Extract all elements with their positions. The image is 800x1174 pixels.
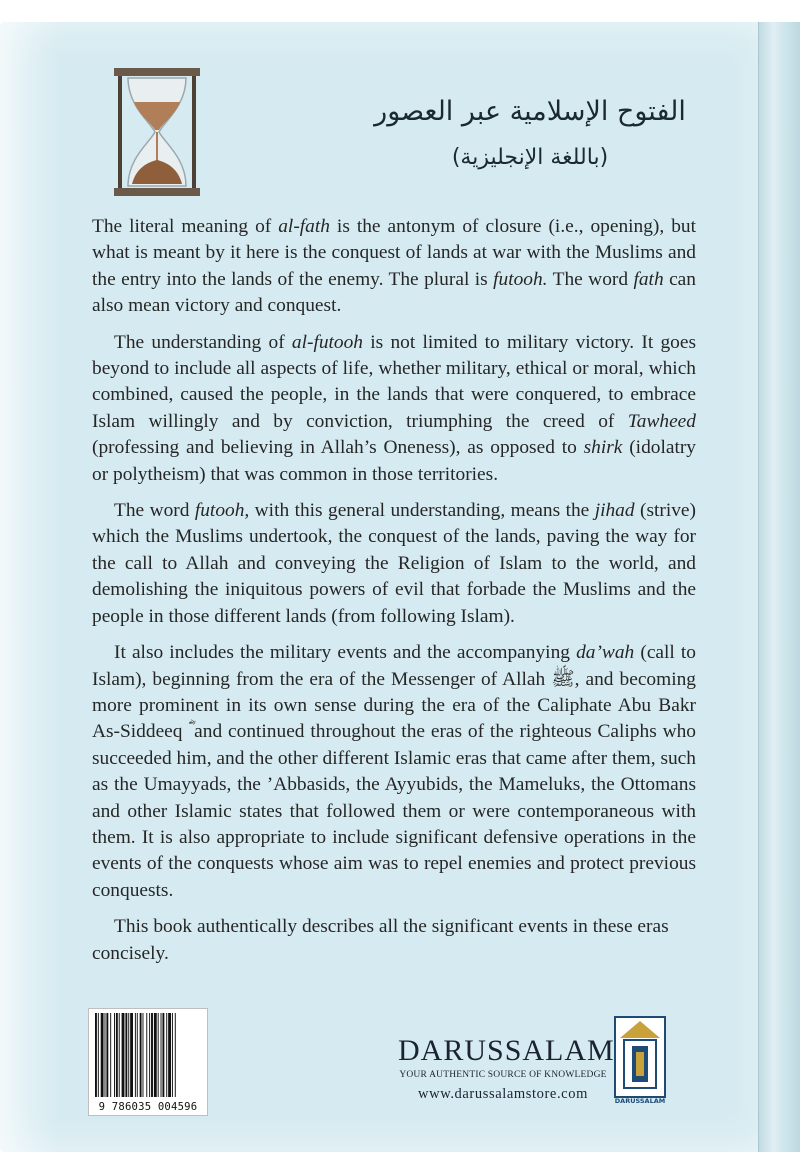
blurb-paragraph-3	[92, 498, 696, 630]
barcode-bar	[114, 1013, 115, 1097]
barcode-bar	[119, 1013, 120, 1097]
barcode-bar	[175, 1013, 176, 1097]
barcode-bar	[95, 1013, 97, 1097]
barcode-bar	[143, 1013, 144, 1097]
barcode-bar	[137, 1013, 138, 1097]
isbn-barcode	[88, 1008, 208, 1116]
text-run: (professing and believing in Allah’s Oneness), as opposed to	[92, 437, 584, 459]
barcode-bar	[128, 1013, 129, 1097]
italic-term: Tawheed	[627, 410, 696, 432]
barcode-bar	[154, 1013, 157, 1097]
blurb-paragraph-1	[92, 214, 696, 320]
italic-term: fath	[633, 268, 664, 290]
barcode-bar	[140, 1013, 142, 1097]
text-run: The word	[547, 268, 634, 290]
barcode-bar	[110, 1013, 111, 1097]
text-run: The literal meaning of	[92, 216, 279, 237]
barcode-bar	[172, 1013, 173, 1097]
barcode-bar	[135, 1013, 136, 1097]
italic-term: da’wah	[576, 642, 635, 664]
barcode-bar	[116, 1013, 118, 1097]
arabic-subtitle: (باللغة الإنجليزية)	[451, 145, 609, 170]
barcode-bar	[162, 1013, 164, 1097]
text-run: It also includes the military events and the accompanying	[114, 642, 577, 664]
text-run: with this general understanding, means the	[249, 500, 595, 522]
book-spine	[758, 22, 800, 1152]
cover-shine	[0, 22, 60, 1152]
barcode-bar	[122, 1013, 125, 1097]
arabic-title: الفتوح الإسلامية عبر العصور	[374, 96, 686, 127]
logo-caption: DARUSSALAM	[614, 1097, 666, 1105]
text-run: can also mean victory and conquest.	[92, 268, 696, 317]
barcode-bar	[149, 1013, 150, 1097]
italic-term: al-futooh	[291, 331, 364, 353]
barcode-bar	[168, 1013, 171, 1097]
text-run: This book authentically describes all the significant events in these eras concisely.	[92, 916, 669, 964]
text-run: (call to Islam), beginning from the era of the Messenger of Allah ﷺ, and becoming more prominent in its own sense during the era of the Caliphate Abu Bakr As-Siddeeq ؓ and continued throughout the eras of the righteous Caliphs who succeeded him, and the other different Islamic eras that came after them, such as the Umayyads, the ’Abbasids, the Ayyubids, the Mameluks, the Ottomans and other Islamic states that followed them or were contemporaneous with them. It is also appropriate to include significant defensive operations in the events of the conquests whose aim was to repel enemies and protect previous conquests.	[92, 642, 696, 901]
barcode-bar	[105, 1013, 106, 1097]
text-run: (idolatry or polytheism) that was common in those territories.	[92, 437, 696, 485]
italic-term: futooh.	[493, 268, 548, 290]
blurb-paragraph-5	[92, 914, 696, 967]
italic-term: jihad	[594, 500, 635, 522]
barcode-bar	[161, 1013, 162, 1097]
barcode-bar	[106, 1013, 108, 1097]
publisher-tagline: YOUR AUTHENTIC SOURCE OF KNOWLEDGE	[399, 1070, 607, 1080]
text-run: (strive) which the Muslims undertook, the conquest of the lands, paving the way for the call to Allah and conveying the Religion of Islam to the world, and demolishing the iniquitous powers of evil that forbade the Muslims and the people in those different lands (from following Islam).	[92, 500, 696, 627]
barcode-bar	[151, 1013, 153, 1097]
text-run: is not limited to military victory. It goes beyond to include all aspects of life, whether military, ethical or moral, which combined, caused the people, in the lands that were conquered, to embrace Islam willingly and by conviction, triumphing the creed of	[92, 331, 696, 432]
text-run: The word	[114, 500, 195, 522]
italic-term: shirk	[583, 437, 623, 459]
isbn-number: 9 786035 004596	[98, 1101, 198, 1113]
barcode-bar	[158, 1013, 159, 1097]
blurb-paragraph-4	[92, 640, 696, 904]
barcode-bar	[101, 1013, 104, 1097]
text-run: is the antonym of closure (i.e., opening), but what is meant by it here is the conquest of lands at war with the Muslims and the entry into the lands of the enemy. The plural is	[92, 216, 696, 290]
barcode-bars	[93, 1013, 203, 1097]
darussalam-logo-icon	[614, 1016, 666, 1110]
text-run: The understanding of	[114, 331, 292, 353]
barcode-bar	[98, 1013, 99, 1097]
publisher-url: www.darussalamstore.com	[418, 1086, 588, 1102]
publisher-name: DARUSSALAM	[398, 1034, 615, 1067]
italic-term: futooh,	[194, 500, 250, 522]
barcode-bar	[146, 1013, 147, 1097]
blurb-paragraph-2	[92, 330, 696, 488]
blurb-text	[92, 214, 696, 977]
barcode-bar	[125, 1013, 127, 1097]
barcode-bar	[130, 1013, 133, 1097]
hourglass-icon	[112, 66, 202, 198]
italic-term: al-fath	[278, 216, 330, 237]
barcode-bar	[166, 1013, 167, 1097]
